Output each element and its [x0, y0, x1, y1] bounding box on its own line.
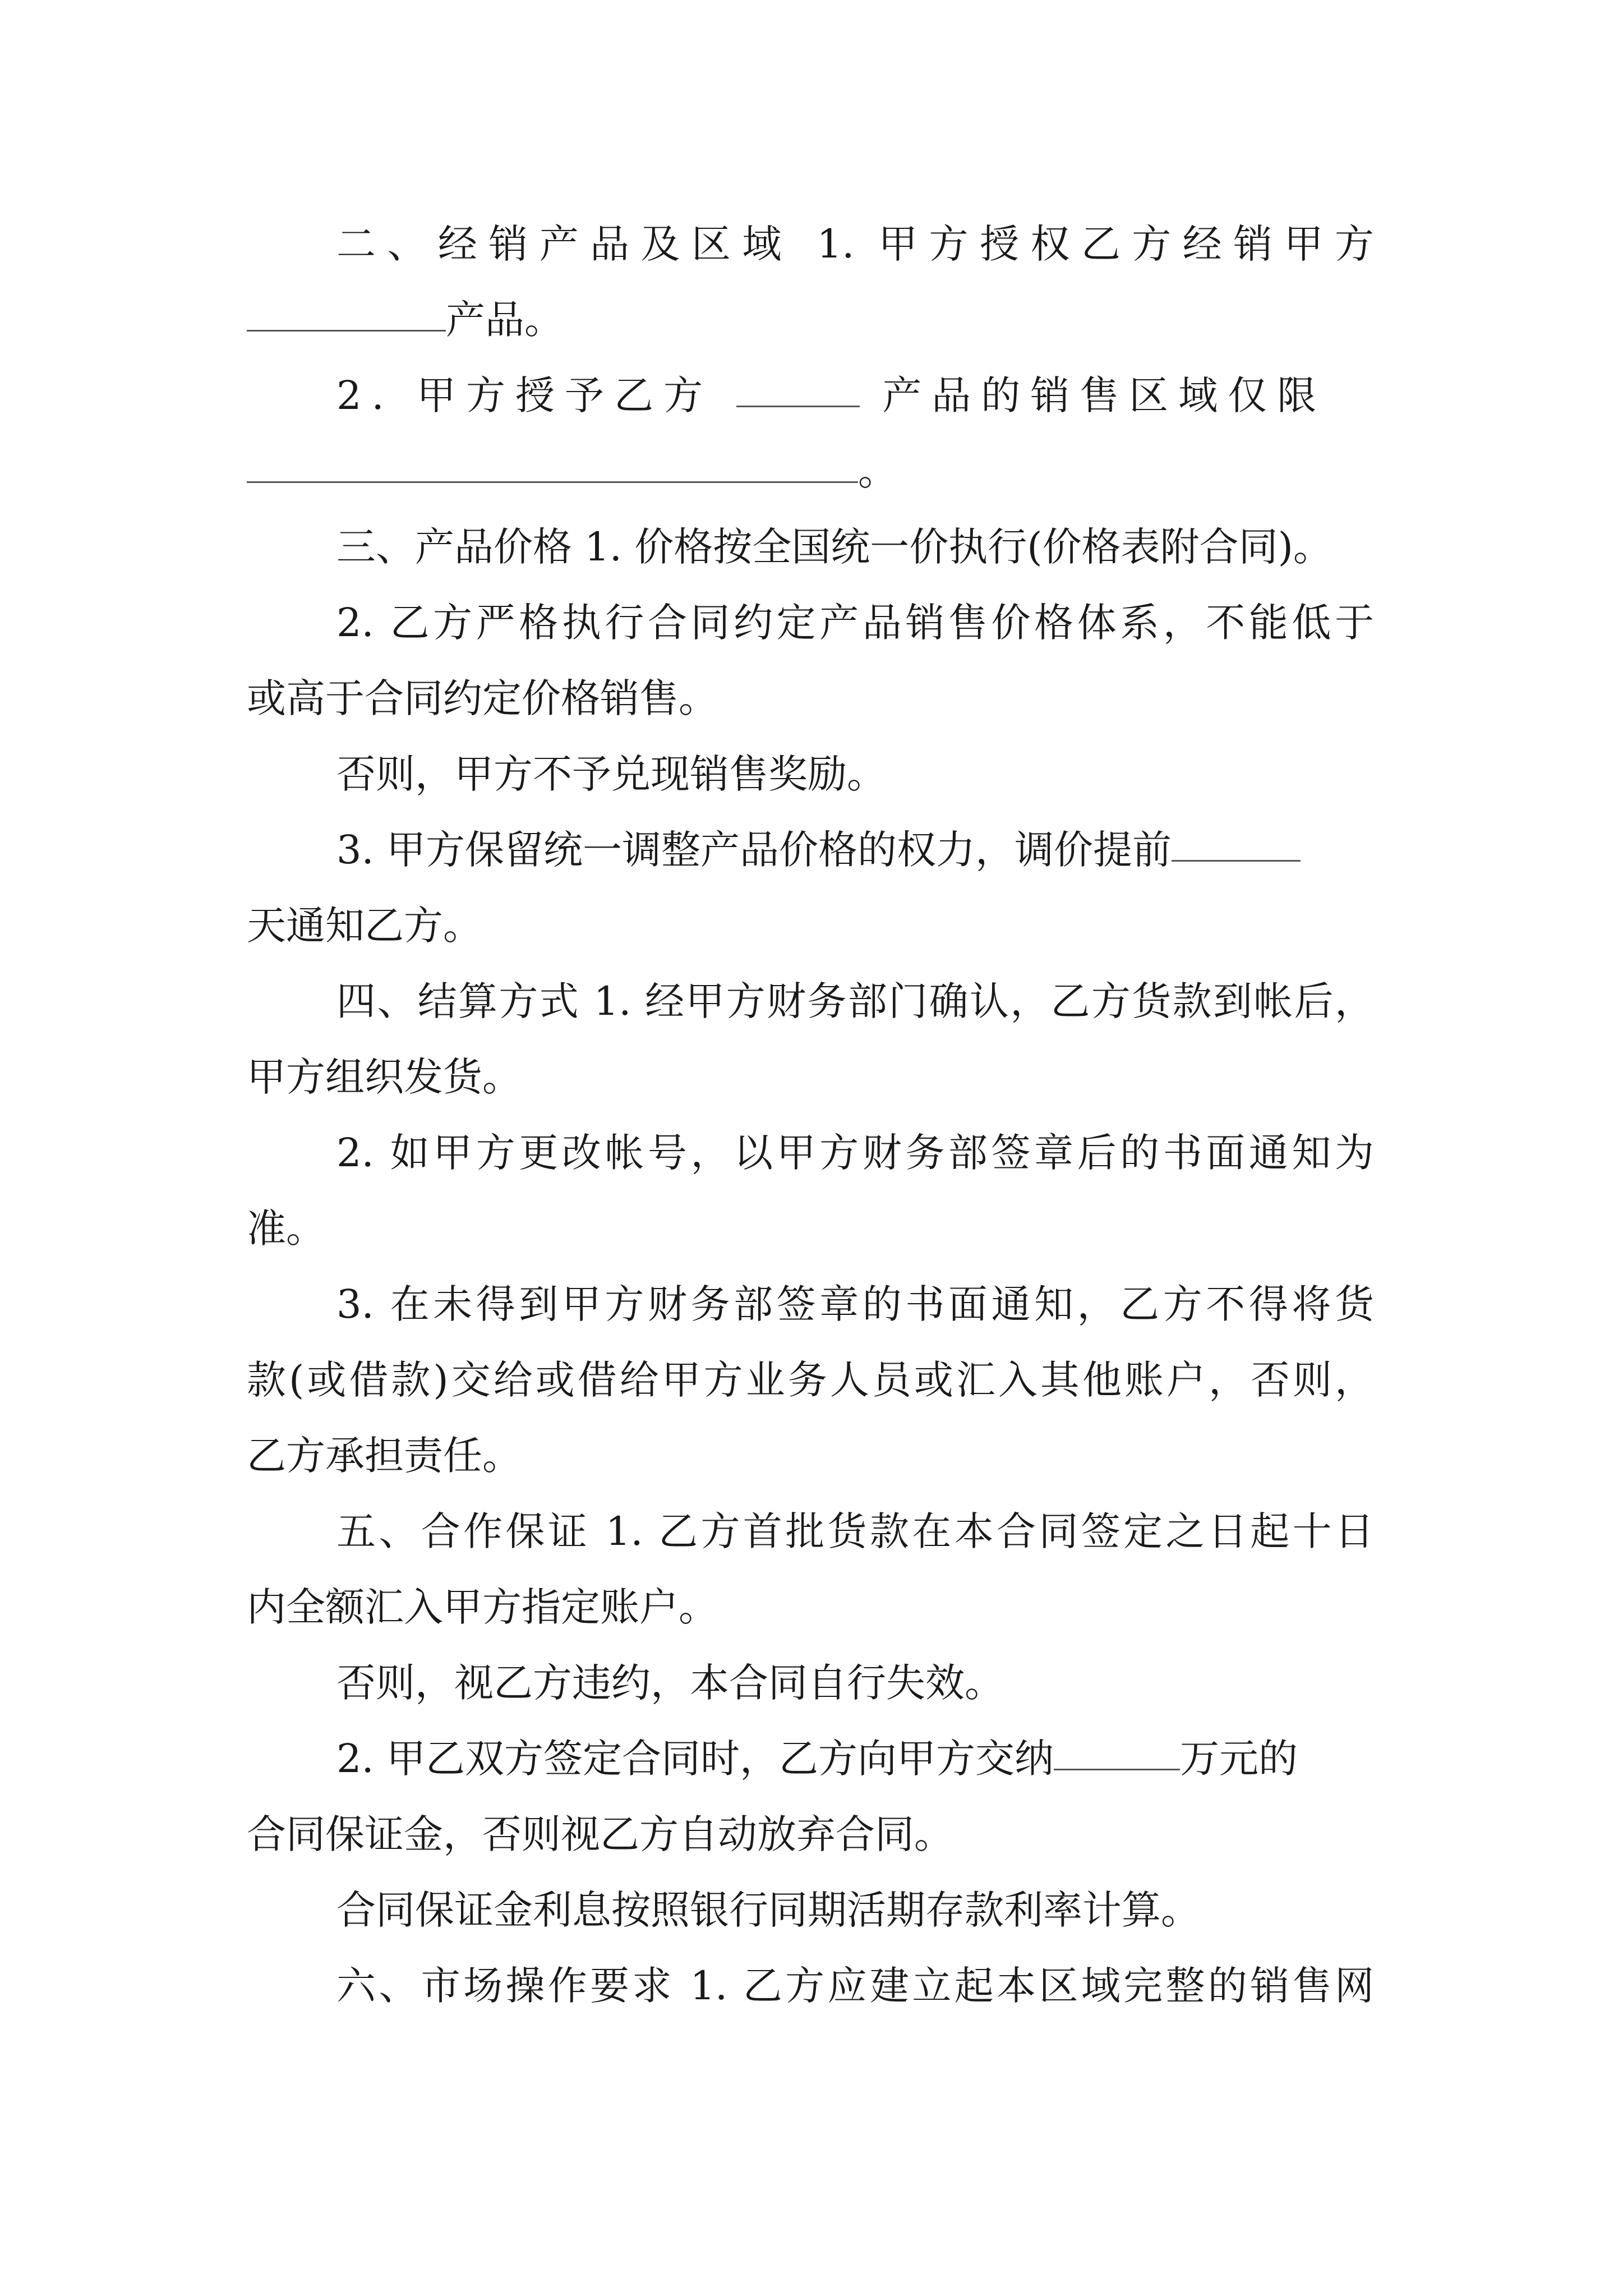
paragraph-line [247, 438, 1374, 505]
paragraph-line [336, 1725, 1374, 1792]
paragraph-line: 乙方承担责任。 [247, 1433, 522, 1479]
line-text: 产品。 [446, 297, 564, 343]
paragraph-line: 或高于合同约定价格销售。 [247, 675, 718, 721]
paragraph-line: 二、经销产品及区域 1. 甲方授权乙方经销甲方 [336, 221, 1374, 267]
line-text: 。 [858, 448, 897, 494]
paragraph-line: 内全额汇入甲方指定账户。 [247, 1584, 718, 1630]
paragraph-line: 六、市场操作要求 1. 乙方应建立起本区域完整的销售网 [336, 1963, 1374, 2009]
fill-in-blank[interactable] [1054, 1769, 1180, 1770]
paragraph-line: 合同保证金，否则视乙方自动放弃合同。 [247, 1811, 953, 1857]
paragraph-line: 四、结算方式 1. 经甲方财务部门确认，乙方货款到帐后， [336, 978, 1374, 1024]
line-text: 3. 甲方保留统一调整产品价格的权力，调价提前 [336, 827, 1172, 873]
fill-in-blank[interactable] [247, 330, 446, 332]
paragraph-line [336, 816, 1374, 884]
line-text: 产品的销售区域仅限 [882, 372, 1327, 418]
line-text: 2. 甲方授予乙方 [336, 372, 713, 418]
paragraph-line: 否则，视乙方违约，本合同自行失效。 [336, 1660, 1004, 1706]
paragraph-line: 合同保证金利息按照银行同期活期存款利率计算。 [336, 1887, 1200, 1933]
paragraph-line: 三、产品价格 1. 价格按全国统一价执行(价格表附合同)。 [336, 524, 1332, 570]
line-text: 万元的 [1180, 1736, 1298, 1782]
line-text: 2. 甲乙双方签定合同时，乙方向甲方交纳 [336, 1736, 1054, 1782]
paragraph-line: 准。 [247, 1205, 325, 1251]
paragraph-line: 款(或借款)交给或借给甲方业务人员或汇入其他账户，否则， [247, 1357, 1374, 1403]
paragraph-line: 否则，甲方不予兑现销售奖励。 [336, 751, 886, 797]
paragraph-line [336, 362, 1374, 429]
paragraph-line: 2. 如甲方更改帐号，以甲方财务部签章后的书面通知为 [336, 1130, 1374, 1176]
paragraph-line: 2. 乙方严格执行合同约定产品销售价格体系，不能低于 [336, 600, 1374, 646]
fill-in-blank[interactable] [1172, 860, 1301, 862]
paragraph-line [247, 286, 1374, 353]
fill-in-blank[interactable] [736, 406, 860, 407]
fill-in-blank[interactable] [247, 481, 858, 483]
paragraph-line: 天通知乙方。 [247, 903, 482, 949]
paragraph-line: 甲方组织发货。 [247, 1054, 522, 1100]
paragraph-line: 3. 在未得到甲方财务部签章的书面通知，乙方不得将货 [336, 1281, 1374, 1327]
paragraph-line: 五、合作保证 1. 乙方首批货款在本合同签定之日起十日 [336, 1508, 1374, 1554]
